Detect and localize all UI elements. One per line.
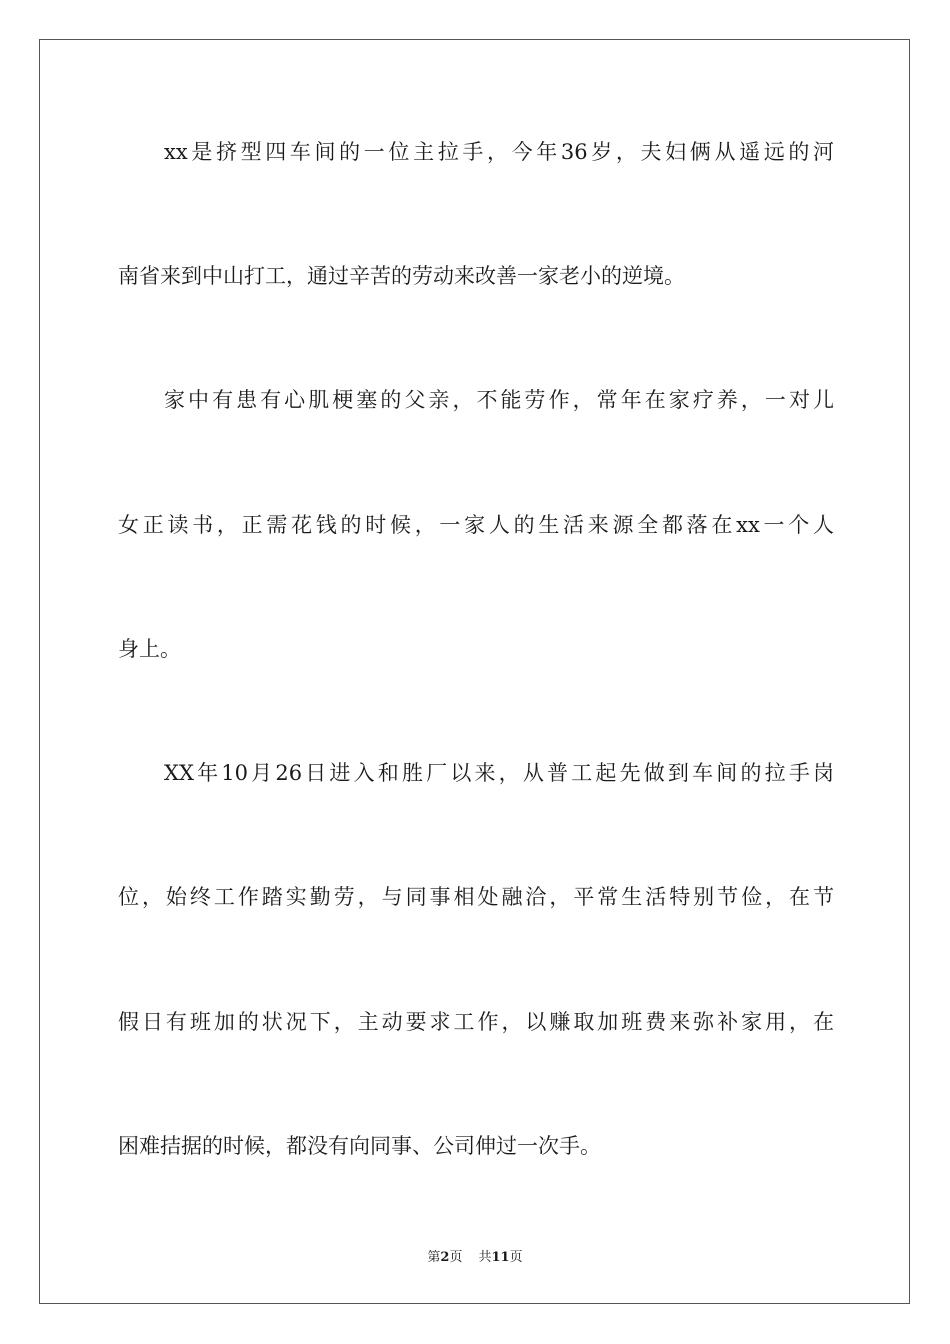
footer-total-pages: 11 — [491, 1250, 510, 1265]
footer-page-number: 2 — [440, 1250, 450, 1265]
footer-total-suffix: 页 — [509, 1250, 523, 1265]
paragraph-line-3: 家中有患有心肌梗塞的父亲，不能劳作，常年在家疗养，一对儿 — [164, 388, 834, 412]
page-footer — [0, 1246, 950, 1265]
paragraph-line-8: 假日有班加的状况下，主动要求工作，以赚取加班费来弥补家用，在 — [118, 1010, 834, 1034]
footer-page-suffix: 页 — [449, 1250, 463, 1265]
footer-total-prefix: 共 — [478, 1250, 492, 1265]
paragraph-line-4: 女正读书，正需花钱的时候，一家人的生活来源全都落在xx一个人 — [118, 513, 834, 537]
page-border — [39, 39, 910, 1304]
paragraph-line-7: 位，始终工作踏实勤劳，与同事相处融洽，平常生活特别节俭，在节 — [118, 885, 834, 909]
paragraph-line-9: 困难拮据的时候，都没有向同事、公司伸过一次手。 — [118, 1134, 601, 1158]
paragraph-line-6: XX年10月26日进入和胜厂以来，从普工起先做到车间的拉手岗 — [164, 761, 834, 785]
paragraph-line-5: 身上。 — [118, 637, 181, 661]
paragraph-line-2: 南省来到中山打工，通过辛苦的劳动来改善一家老小的逆境。 — [118, 264, 685, 288]
footer-page-prefix: 第 — [427, 1250, 441, 1265]
paragraph-line-1: xx是挤型四车间的一位主拉手，今年36岁，夫妇俩从遥远的河 — [164, 140, 834, 164]
